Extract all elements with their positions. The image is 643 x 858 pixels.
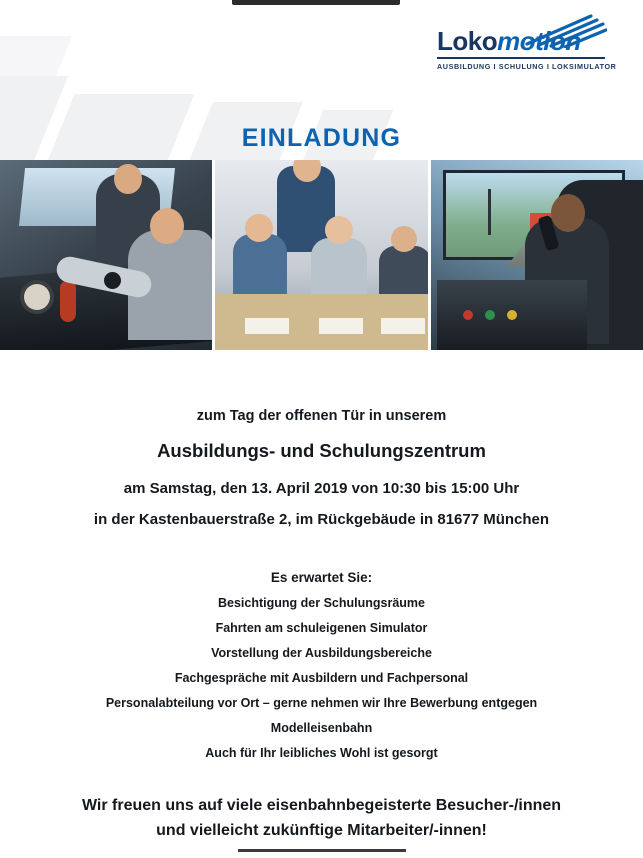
- event-title: Ausbildungs- und Schulungszentrum: [157, 440, 486, 461]
- program-list: [0, 596, 643, 760]
- list-item: Besichtigung der Schulungsräume: [218, 596, 425, 610]
- logo-word-primary: Loko: [437, 26, 498, 56]
- closing-line-2: und vielleicht zukünftige Mitarbeiter/-innen!: [156, 821, 487, 839]
- page-title: EINLADUNG: [241, 124, 402, 152]
- photo-band: [0, 160, 643, 350]
- list-item: Vorstellung der Ausbildungsbereiche: [211, 646, 432, 660]
- intro-text: zum Tag der offenen Tür in unserem: [196, 408, 447, 424]
- lokomotion-logo: [437, 26, 617, 71]
- photo-simulator-operator: [431, 160, 643, 350]
- closing-text: [0, 794, 643, 844]
- bottom-divider: [238, 849, 406, 852]
- list-item: Fachgespräche mit Ausbildern und Fachpersonal: [174, 671, 469, 685]
- browser-tab[interactable]: [232, 0, 400, 5]
- list-item: Auch für Ihr leibliches Wohl ist gesorgt: [205, 746, 438, 760]
- list-item: Fahrten am schuleigenen Simulator: [215, 621, 428, 635]
- list-item: Personalabteilung vor Ort – gerne nehmen wir Ihre Bewerbung entgegen: [105, 696, 538, 710]
- closing-line-1: Wir freuen uns auf viele eisenbahnbegeisterte Besucher-/innen: [81, 797, 562, 814]
- event-datetime: am Samstag, den 13. April 2019 von 10:30 bis 15:00 Uhr: [123, 480, 520, 497]
- event-location: in der Kastenbauerstraße 2, im Rückgebäude in 81677 München: [93, 511, 550, 528]
- photo-train-cab-instruction: [0, 160, 212, 350]
- photo-classroom-training: [215, 160, 428, 350]
- logo-tagline: AUSBILDUNG I SCHULUNG I LOKSIMULATOR: [437, 62, 617, 71]
- program-heading: Es erwartet Sie:: [270, 570, 373, 585]
- speed-lines-icon: [521, 14, 607, 48]
- list-item: Modelleisenbahn: [270, 721, 373, 735]
- document-header: [0, 6, 643, 160]
- logo-word-accent: motion: [497, 26, 581, 56]
- invitation-body: [0, 350, 643, 844]
- logo-divider: [437, 57, 605, 59]
